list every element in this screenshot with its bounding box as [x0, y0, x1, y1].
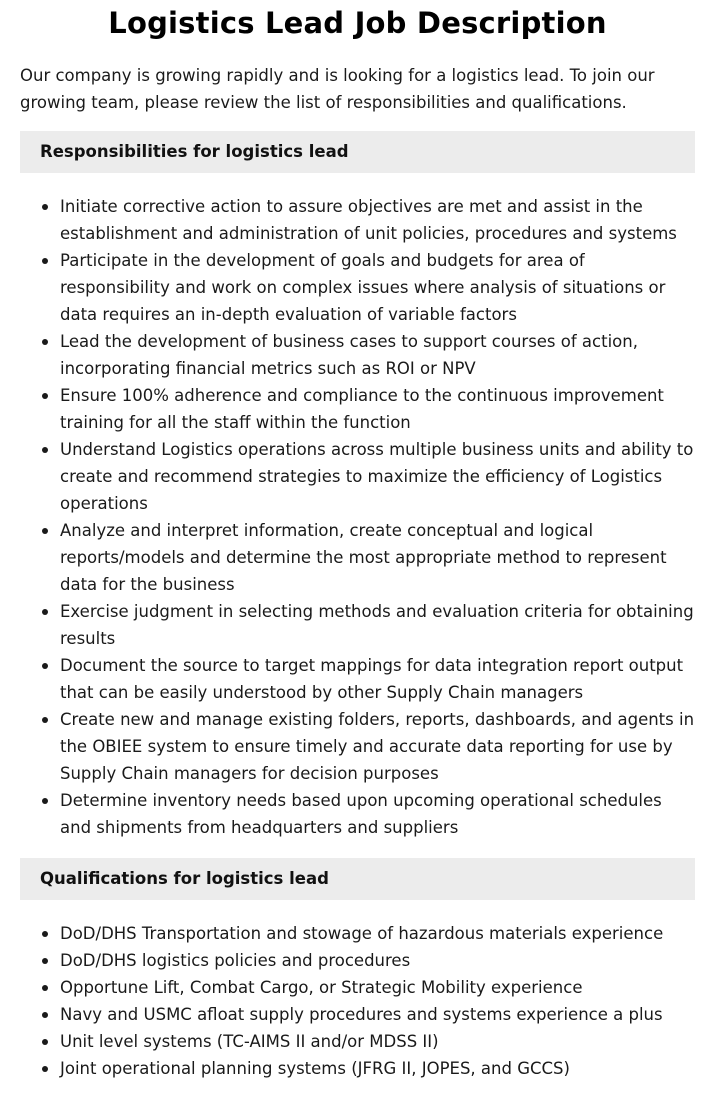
- list-item: DoD/DHS Transportation and stowage of hazardous materials experience: [60, 920, 695, 947]
- list-item: Joint operational planning systems (JFRG II, JOPES, and GCCS): [60, 1055, 695, 1082]
- responsibilities-list: [20, 193, 695, 841]
- list-item: Ensure 100% adherence and compliance to the continuous improvement training for all the staff within the function: [60, 382, 695, 436]
- list-item: Determine inventory needs based upon upcoming operational schedules and shipments from headquarters and suppliers: [60, 787, 695, 841]
- page-title: Logistics Lead Job Description: [108, 6, 607, 40]
- list-item: Opportune Lift, Combat Cargo, or Strategic Mobility experience: [60, 974, 695, 1001]
- list-item: Document the source to target mappings for data integration report output that can be easily understood by other Supply Chain managers: [60, 652, 695, 706]
- list-item: Lead the development of business cases to support courses of action, incorporating financial metrics such as ROI or NPV: [60, 328, 695, 382]
- qualifications-list: [20, 920, 695, 1082]
- list-item: DoD/DHS logistics policies and procedures: [60, 947, 695, 974]
- list-item: Analyze and interpret information, create conceptual and logical reports/models and determine the most appropriate method to represent data for the business: [60, 517, 695, 598]
- intro-paragraph: Our company is growing rapidly and is looking for a logistics lead. To join our growing team, please review the list of responsibilities and qualifications.: [20, 66, 655, 112]
- responsibilities-heading: Responsibilities for logistics lead: [20, 131, 695, 173]
- list-item: Unit level systems (TC-AIMS II and/or MDSS II): [60, 1028, 695, 1055]
- list-item: Understand Logistics operations across multiple business units and ability to create and recommend strategies to maximize the efficiency of Logistics operations: [60, 436, 695, 517]
- list-item: Participate in the development of goals and budgets for area of responsibility and work on complex issues where analysis of situations or data requires an in-depth evaluation of variable factors: [60, 247, 695, 328]
- list-item: Initiate corrective action to assure objectives are met and assist in the establishment and administration of unit policies, procedures and systems: [60, 193, 695, 247]
- qualifications-heading: Qualifications for logistics lead: [20, 858, 695, 900]
- list-item: Exercise judgment in selecting methods and evaluation criteria for obtaining results: [60, 598, 695, 652]
- list-item: Create new and manage existing folders, reports, dashboards, and agents in the OBIEE system to ensure timely and accurate data reporting for use by Supply Chain managers for decision purposes: [60, 706, 695, 787]
- list-item: Navy and USMC afloat supply procedures and systems experience a plus: [60, 1001, 695, 1028]
